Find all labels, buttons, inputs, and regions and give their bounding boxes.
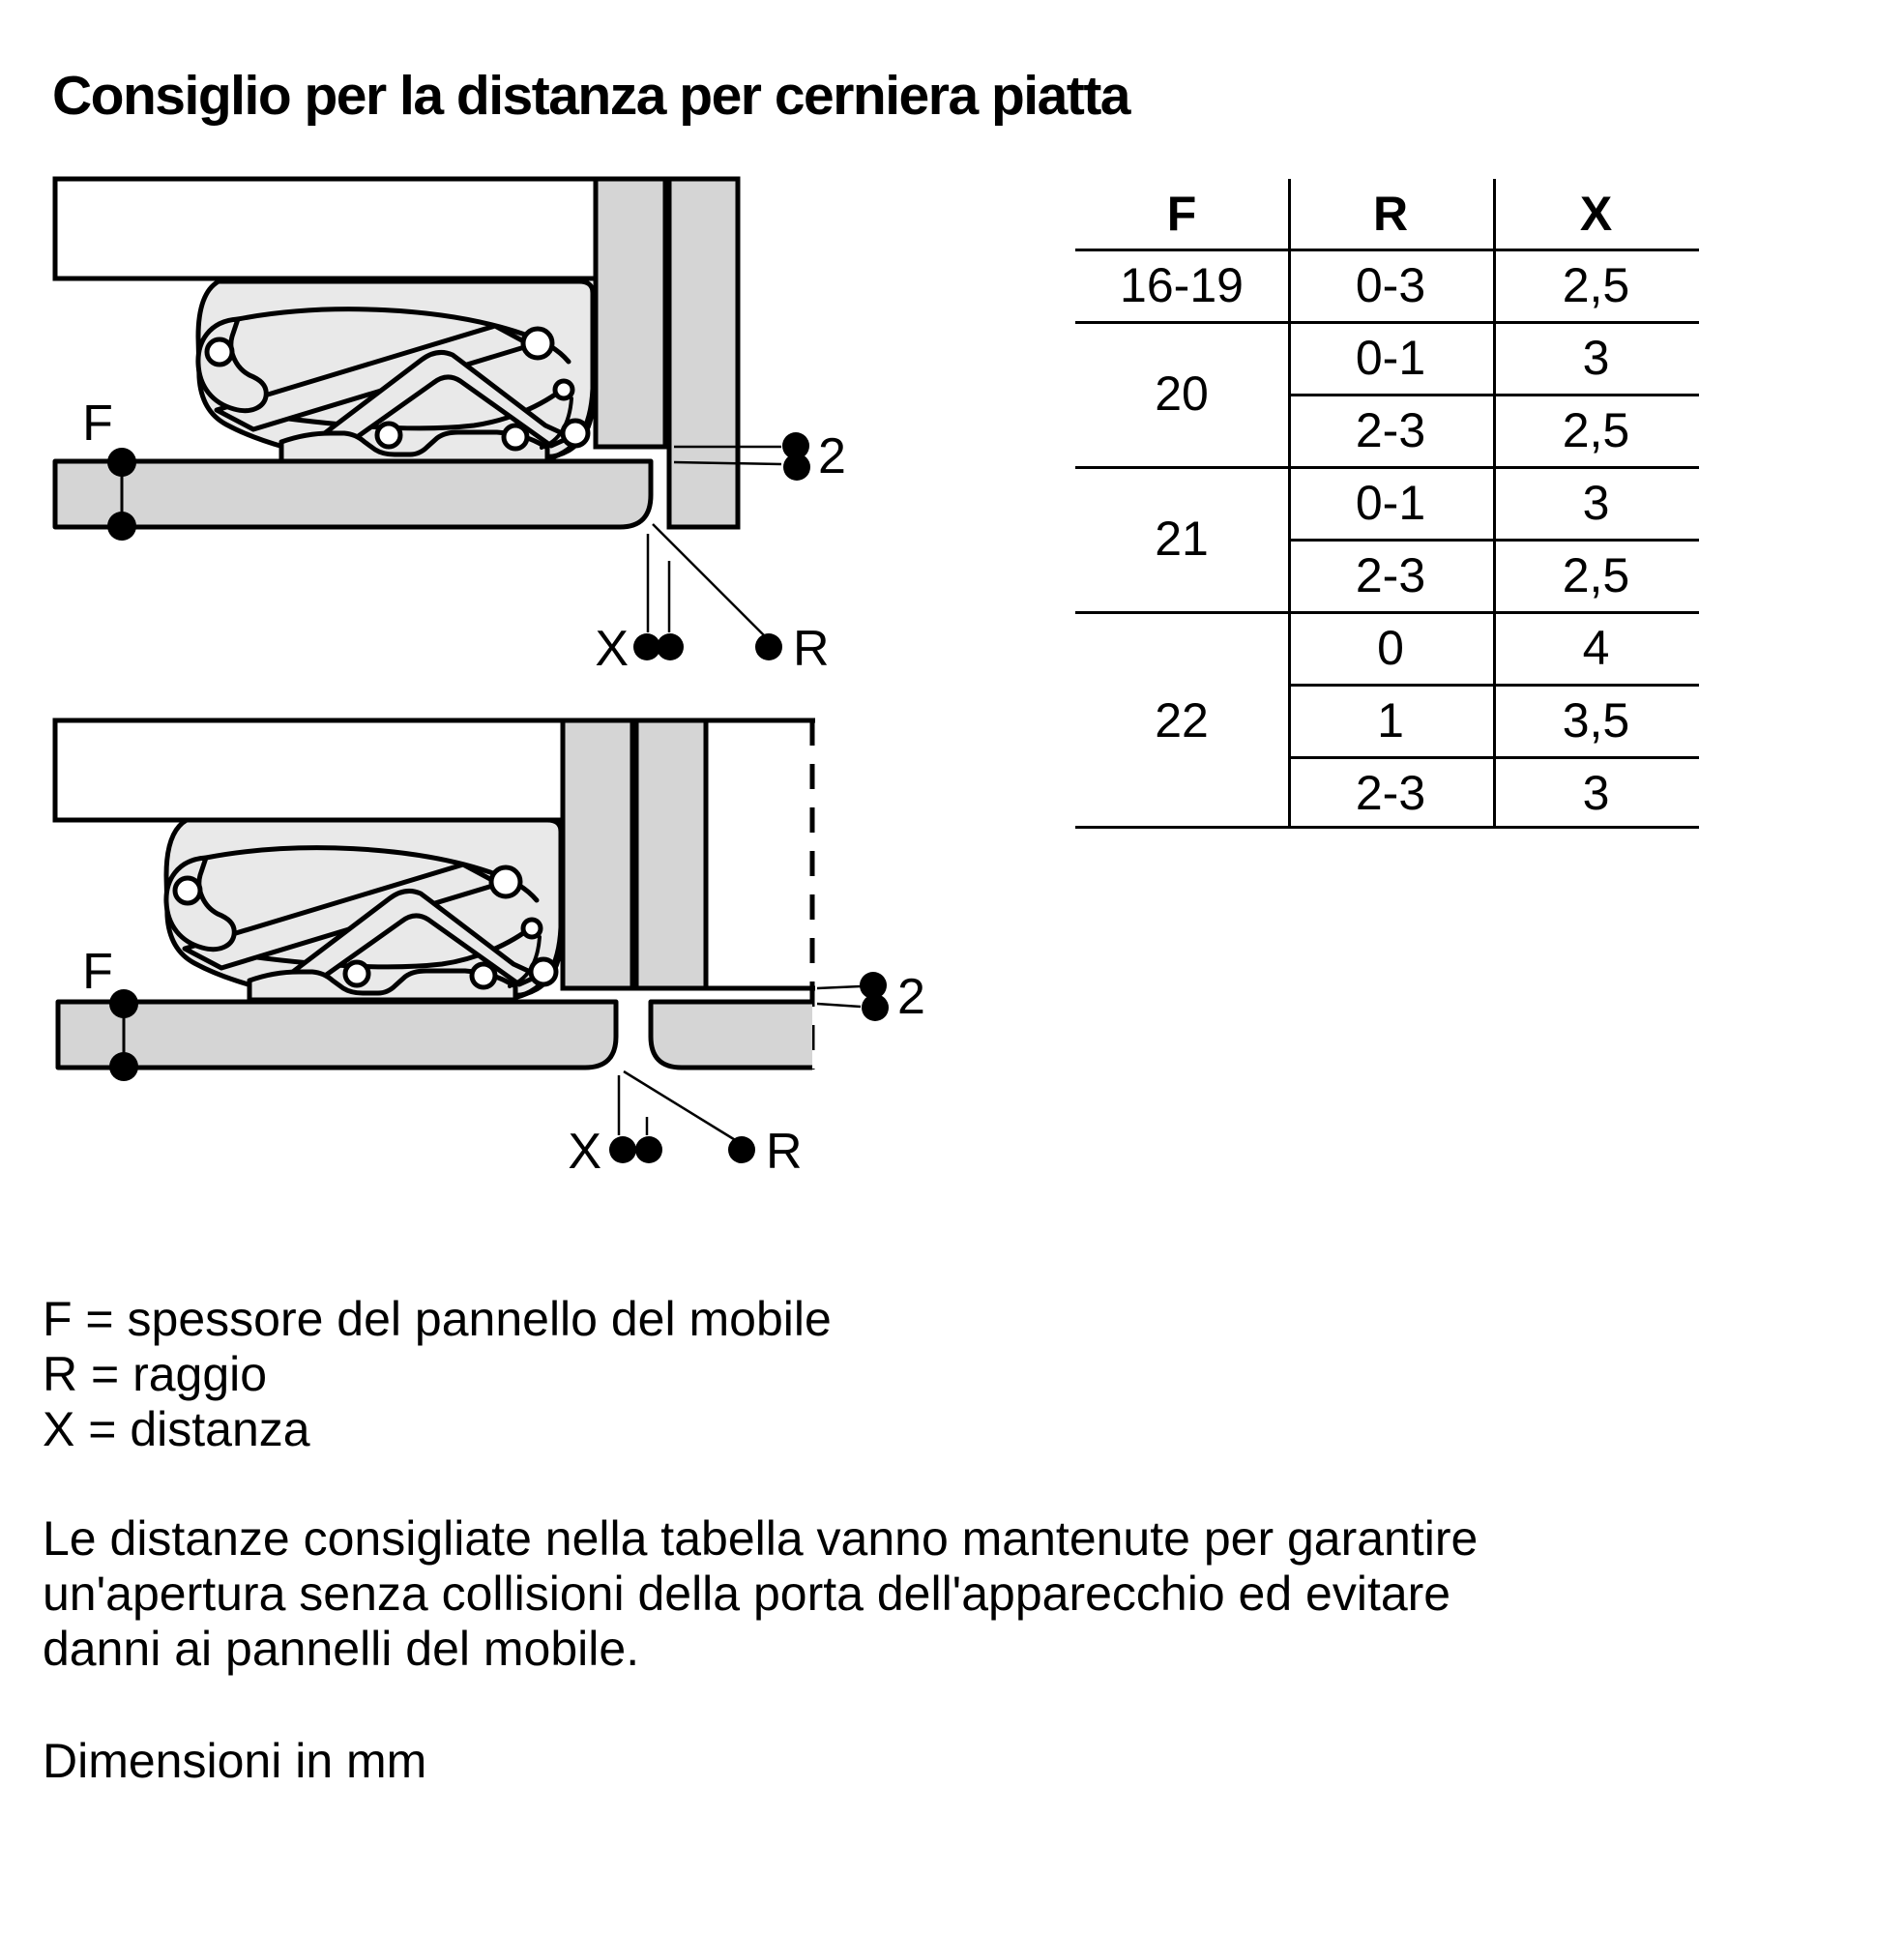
note-paragraph-line: un'apertura senza collisioni della porta dell'apparecchio ed evitare bbox=[43, 1567, 1451, 1621]
table-cell-x: 2,5 bbox=[1562, 257, 1630, 312]
gap-label: 2 bbox=[818, 428, 846, 484]
distance-table bbox=[1075, 179, 1699, 829]
r-dot bbox=[728, 1136, 755, 1163]
table-cell-r: 2-3 bbox=[1355, 402, 1426, 457]
r-label: R bbox=[766, 1124, 803, 1180]
table-cell-r: 2-3 bbox=[1355, 547, 1426, 602]
table-cell-x: 3 bbox=[1582, 765, 1610, 820]
x-label: X bbox=[595, 621, 629, 677]
table-cell-x: 2,5 bbox=[1562, 547, 1630, 602]
dimensions-note: Dimensioni in mm bbox=[43, 1734, 427, 1788]
table-header-f: F bbox=[1166, 187, 1197, 241]
table-cell-r: 1 bbox=[1377, 692, 1404, 747]
furniture-door-panel bbox=[636, 720, 706, 988]
f-dot bbox=[109, 1052, 138, 1081]
f-dot bbox=[107, 512, 136, 541]
diagram-hinge-bottom bbox=[55, 720, 925, 1180]
gap-dot bbox=[862, 994, 889, 1021]
legend-line-f: F = spessore del pannello del mobile bbox=[43, 1292, 832, 1346]
f-dot bbox=[107, 448, 136, 477]
appliance-body bbox=[55, 720, 563, 820]
r-callout-line bbox=[624, 1071, 737, 1141]
table-cell-r: 0-1 bbox=[1355, 330, 1426, 385]
page-title: Consiglio per la distanza per cerniera piatta bbox=[52, 65, 1129, 127]
note-paragraph bbox=[43, 1511, 1478, 1677]
legend-line-r: R = raggio bbox=[43, 1347, 268, 1401]
table-cell-f: 21 bbox=[1155, 512, 1209, 566]
x-dot bbox=[633, 633, 660, 660]
f-dot bbox=[109, 989, 138, 1018]
table-cell-f: 22 bbox=[1155, 692, 1209, 747]
note-paragraph-line: danni ai pannelli del mobile. bbox=[43, 1622, 640, 1676]
table-header-x: X bbox=[1579, 187, 1613, 241]
appliance-body bbox=[55, 179, 596, 278]
r-label: R bbox=[793, 621, 830, 677]
table-cell-x: 2,5 bbox=[1562, 402, 1630, 457]
x-dot bbox=[609, 1136, 636, 1163]
gap-line bbox=[817, 986, 861, 988]
table-cell-x: 3,5 bbox=[1562, 692, 1630, 747]
table-cell-r: 2-3 bbox=[1355, 765, 1426, 820]
table-cell-f: 16-19 bbox=[1120, 257, 1244, 312]
gap-line bbox=[817, 1004, 861, 1007]
note-paragraph-line: Le distanze consigliate nella tabella vanno mantenute per garantire bbox=[43, 1511, 1479, 1566]
table-cell-x: 3 bbox=[1582, 475, 1610, 530]
table-cell-r: 0-1 bbox=[1355, 475, 1426, 530]
x-label: X bbox=[568, 1124, 601, 1180]
table-header-r: R bbox=[1372, 187, 1409, 241]
table-cell-r: 0-3 bbox=[1355, 257, 1426, 312]
x-dot bbox=[635, 1136, 662, 1163]
x-dot bbox=[657, 633, 684, 660]
furniture-side-panel-left bbox=[58, 1002, 616, 1068]
appliance-door-panel bbox=[563, 720, 632, 988]
table-cell-r: 0 bbox=[1377, 620, 1404, 675]
gap-label: 2 bbox=[897, 969, 925, 1025]
legend-line-x: X = distanza bbox=[43, 1402, 310, 1456]
table-cell-x: 4 bbox=[1582, 620, 1610, 675]
hinge-diagrams bbox=[0, 0, 967, 1209]
furniture-door-panel bbox=[669, 179, 738, 527]
furniture-side-panel-right-fill bbox=[651, 1002, 812, 1068]
table-cell-x: 3 bbox=[1582, 330, 1610, 385]
furniture-side-panel bbox=[55, 461, 651, 527]
diagram-hinge-top bbox=[55, 179, 846, 677]
r-dot bbox=[755, 633, 782, 660]
gap-dot bbox=[783, 454, 810, 481]
f-label: F bbox=[82, 944, 113, 1000]
legend bbox=[43, 1292, 832, 1457]
appliance-door-panel bbox=[596, 179, 665, 447]
f-label: F bbox=[82, 396, 113, 452]
table-cell-f: 20 bbox=[1155, 366, 1209, 421]
